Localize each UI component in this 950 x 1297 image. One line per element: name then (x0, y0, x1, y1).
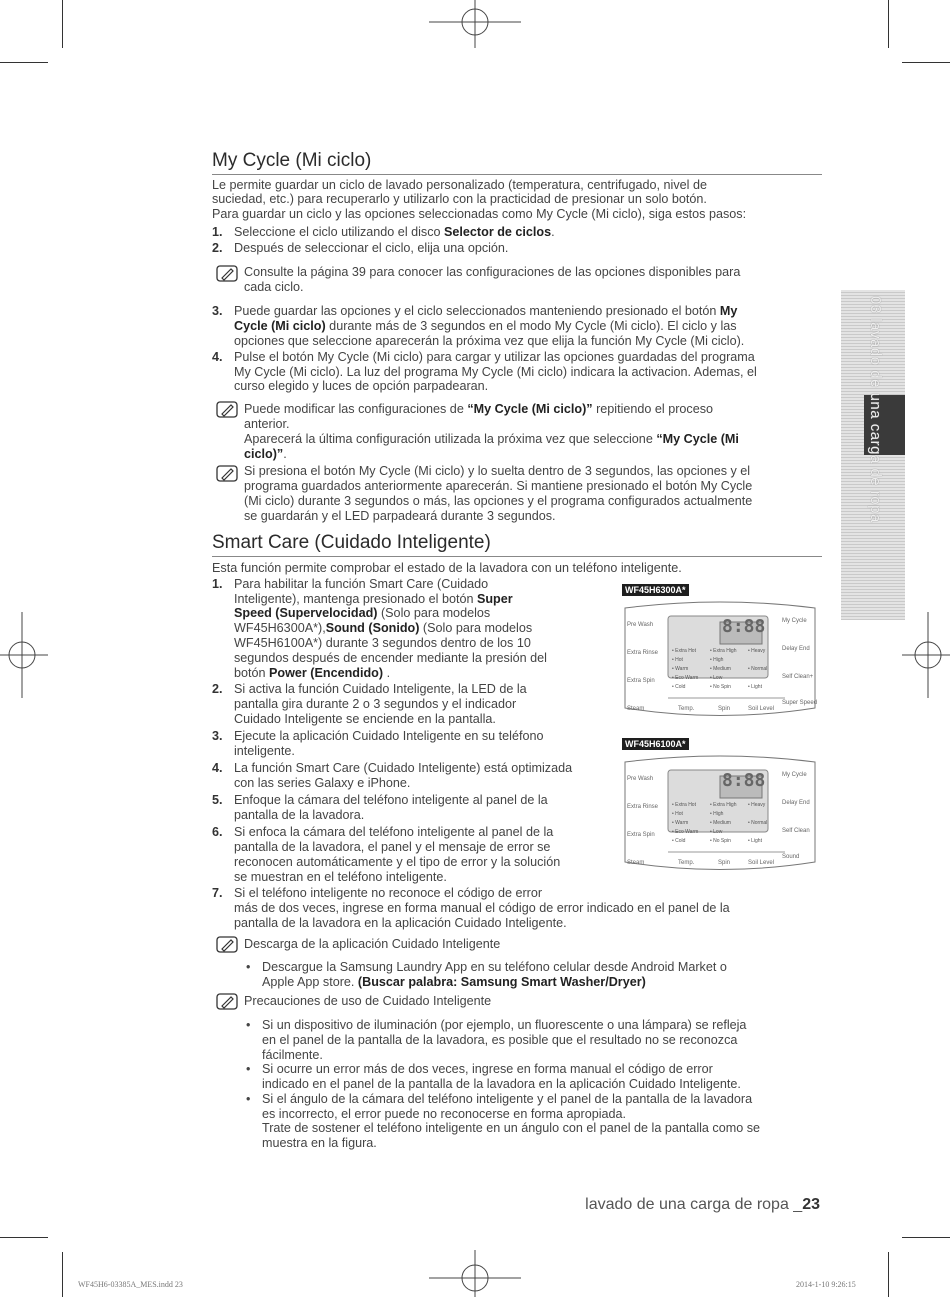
bullet-text: Si el ángulo de la cámara del teléfono inteligente y el panel de la pantalla de la lavadora (262, 1092, 753, 1106)
step-number: 1. (212, 225, 223, 239)
bullet-dot: • (246, 1062, 251, 1076)
step-text: segundos después de encender mediante la presión del (234, 651, 547, 665)
crop-mark-top-right (888, 0, 889, 48)
page-footer: lavado de una carga de ropa _23 (585, 1196, 820, 1213)
panel-bottom-label: Soil Level (748, 860, 775, 866)
intro-line: Esta función permite comprobar el estado de la lavadora con un teléfono inteligente. (212, 561, 682, 575)
step-number: 2. (212, 241, 223, 255)
step-text: Speed (Supervelocidad) (Solo para modelos (234, 606, 491, 620)
step-text: Enfoque la cámara del teléfono inteligente al panel de la (234, 793, 548, 807)
bullet-dot: • (246, 1018, 251, 1032)
note-text: (Mi ciclo) durante 3 segundos o más, las opciones y el programa configurados actualmente (244, 494, 753, 508)
bullet-dot: • (246, 1092, 251, 1106)
step-number: 7. (212, 886, 223, 900)
note-text: Aparecerá la última configuración utilizada la próxima vez que seleccione “My Cycle (Mi (244, 432, 739, 446)
note-text: Puede modificar las configuraciones de “My Cycle (Mi ciclo)” repitiendo el proceso (244, 402, 714, 416)
panel-option-label: • Warm (672, 820, 689, 826)
panel-option-label: • Normal (748, 820, 768, 826)
panel-right-label: Sound (782, 854, 800, 860)
step-text: Cuidado Inteligente se enciende en la pantalla. (234, 712, 496, 726)
step-number: 3. (212, 729, 223, 743)
panel-bottom-label: Spin (718, 860, 731, 866)
panel-option-label: • Cold (672, 838, 686, 844)
file-info: WF45H6-03385A_MES.indd 23 (78, 1280, 183, 1289)
panel-left-label: Extra Rinse (627, 650, 659, 656)
panel-option-label: • Normal (748, 666, 768, 672)
note-pencil-icon (216, 401, 238, 418)
step-text: Si activa la función Cuidado Inteligente, la LED de la (234, 682, 527, 696)
bullet-text: indicado en el panel de la pantalla de la lavadora en la aplicación Cuidado Inteligente. (262, 1077, 741, 1091)
panel-right-label: Delay End (782, 646, 810, 652)
step-number: 1. (212, 577, 223, 591)
step-number: 2. (212, 682, 223, 696)
panel-option-label: • Low (710, 829, 723, 835)
step-number: 5. (212, 793, 223, 807)
panel-left-label: Pre Wash (627, 622, 654, 628)
panel-options-6100 (672, 802, 782, 852)
note-pencil-icon (216, 936, 238, 953)
step-text: pantalla gira durante 2 o 3 segundos y el indicador (234, 697, 517, 711)
panel-left-label: Extra Spin (627, 678, 655, 684)
step-text: La función Smart Care (Cuidado Inteligente) está optimizada (234, 761, 573, 775)
panel-option-label: • No Spin (710, 838, 731, 844)
bullet-text: Apple App store. (Buscar palabra: Samsung Smart Washer/Dryer) (262, 975, 646, 989)
panel-option-label: • Hot (672, 811, 683, 817)
panel-display: 8:88 (722, 770, 766, 791)
section-title-smart-care: Smart Care (Cuidado Inteligente) (212, 532, 822, 557)
step-text: pantalla de la lavadora, el panel y el mensaje de error se (234, 840, 551, 854)
panel-option-label: • Medium (710, 820, 731, 826)
bullet-text: Trate de sostener el teléfono inteligente en un ángulo con el panel de la pantalla como se (262, 1121, 761, 1135)
note-text: Consulte la página 39 para conocer las configuraciones de las opciones disponibles para (244, 265, 741, 279)
step-text: se muestran en el teléfono inteligente. (234, 870, 447, 884)
note-text: programa guardados anteriormente aparecerán. Si mantiene presionado el botón My Cycle (244, 479, 753, 493)
step-text: Seleccione el ciclo utilizando el disco Selector de ciclos. (234, 225, 555, 239)
panel-option-label: • No Spin (710, 684, 731, 690)
crop-mark-bottom-left (62, 1252, 63, 1297)
panel-option-label: • Eco Warm (672, 675, 699, 681)
panel-option-label: • Warm (672, 666, 689, 672)
panel-option-label: • Low (710, 675, 723, 681)
registration-mark-top-icon (425, 0, 525, 50)
panel-options-6300 (672, 648, 782, 698)
panel-bottom-label: Spin (718, 706, 731, 712)
bullet-text: Descargue la Samsung Laundry App en su teléfono celular desde Android Market o (262, 960, 727, 974)
step-text: WF45H6100A*) durante 3 segundos dentro de los 10 (234, 636, 531, 650)
bullet-text: es incorrecto, el error puede no reconocerse en forma apropiada. (262, 1107, 627, 1121)
panel-display: 8:88 (722, 616, 766, 637)
panel-option-label: • High (710, 811, 724, 817)
step-text: Si el teléfono inteligente no reconoce el código de error (234, 886, 543, 900)
step-text: Para habilitar la función Smart Care (Cuidado (234, 577, 489, 591)
panel-bottom-label: Soil Level (748, 706, 775, 712)
step-text: inteligente. (234, 744, 295, 758)
crop-mark-bottom-right (888, 1252, 889, 1297)
bullet-text: Si un dispositivo de iluminación (por ejemplo, un fluorescente o una lámpara) se refleja (262, 1018, 747, 1032)
note-text: cada ciclo. (244, 280, 304, 294)
step-text: My Cycle (Mi ciclo). La luz del programa My Cycle (Mi ciclo) indicara la activacion. Ademas, el (234, 365, 757, 379)
panel-right-label: Self Clean+ (782, 674, 814, 680)
panel-option-label: • High (710, 657, 724, 663)
panel-right-label: My Cycle (782, 772, 807, 778)
step-text: Pulse el botón My Cycle (Mi ciclo) para cargar y utilizar las opciones guardadas del programa (234, 350, 755, 364)
step-text: con las series Galaxy e iPhone. (234, 776, 411, 790)
step-text: Cycle (Mi ciclo) durante más de 3 segundos en el modo My Cycle (Mi ciclo). El ciclo y las (234, 319, 737, 333)
note-text: Si presiona el botón My Cycle (Mi ciclo) y lo suelta dentro de 3 segundos, las opciones y el (244, 464, 751, 478)
intro-line: Le permite guardar un ciclo de lavado personalizado (temperatura, centrifugado, nivel de (212, 178, 707, 192)
panel-option-label: • Light (748, 684, 762, 690)
step-text: reconocen automáticamente y el tipo de error y la solución (234, 855, 561, 869)
step-text: curso elegido y luces de opción parpadearan. (234, 379, 489, 393)
panel-left-label: Extra Rinse (627, 804, 659, 810)
note-pencil-icon (216, 265, 238, 282)
panel-bottom-label: Temp. (678, 860, 695, 866)
bullet-dot: • (246, 960, 251, 974)
step-text: Después de seleccionar el ciclo, elija una opción. (234, 241, 509, 255)
step-text: Si enfoca la cámara del teléfono inteligente al panel de la (234, 825, 554, 839)
intro-line: Para guardar un ciclo y las opciones seleccionadas como My Cycle (Mi ciclo), siga estos pasos: (212, 207, 747, 221)
note-text: se guardarán y el LED parpadeará durante 3 segundos. (244, 509, 556, 523)
crop-mark-top-left (62, 0, 63, 48)
model-badge-6100: WF45H6100A* (622, 738, 689, 750)
panel-option-label: • Medium (710, 666, 731, 672)
registration-mark-left-icon (0, 610, 50, 700)
note-title: Precauciones de uso de Cuidado Inteligente (244, 994, 492, 1008)
print-date: 2014-1-10 9:26:15 (796, 1280, 856, 1289)
note-text: anterior. (244, 417, 290, 431)
crop-mark-bottom-right-h (902, 1237, 950, 1238)
step-number: 6. (212, 825, 223, 839)
step-number: 4. (212, 761, 223, 775)
step-text: pantalla de la lavadora. (234, 808, 365, 822)
step-text: más de dos veces, ingrese en forma manual el código de error indicado en el panel de la (234, 901, 730, 915)
step-text: Puede guardar las opciones y el ciclo seleccionados manteniendo presionado el botón My (234, 304, 738, 318)
registration-mark-bottom-icon (425, 1250, 525, 1297)
panel-option-label: • Heavy (748, 802, 766, 808)
step-text: Ejecute la aplicación Cuidado Inteligente en su teléfono (234, 729, 544, 743)
panel-option-label: • Eco Warm (672, 829, 699, 835)
bullet-text: Si ocurre un error más de dos veces, ingrese en forma manual el código de error (262, 1062, 713, 1076)
note-pencil-icon (216, 465, 238, 482)
panel-right-label: Self Clean (782, 828, 810, 834)
panel-option-label: • Light (748, 838, 762, 844)
panel-left-label: Steam (627, 860, 645, 866)
step-text: Inteligente), mantenga presionado el botón Super (234, 592, 513, 606)
step-text: opciones que seleccione aparecerán la próxima vez que elija la función My Cycle (Mi ciclo). (234, 334, 745, 348)
step-text: botón Power (Encendido) . (234, 666, 391, 680)
panel-option-label: • Hot (672, 657, 683, 663)
intro-line: suciedad, etc.) para recuperarlo y utilizarlo con la practicidad de presionar un solo botón. (212, 192, 707, 206)
chapter-side-tab-label: 03 lavado de una carga de ropa (867, 296, 884, 523)
crop-mark-top-left-h (0, 62, 48, 63)
panel-left-label: Steam (627, 706, 645, 712)
panel-option-label: • Extra High (710, 802, 737, 808)
note-pencil-icon (216, 993, 238, 1010)
panel-left-label: Pre Wash (627, 776, 654, 782)
step-number: 4. (212, 350, 223, 364)
bullet-text: muestra en la figura. (262, 1136, 377, 1150)
panel-option-label: • Extra Hot (672, 648, 696, 654)
section-title-my-cycle: My Cycle (Mi ciclo) (212, 150, 822, 175)
step-text: WF45H6300A*),Sound (Sonido) (Solo para modelos (234, 621, 533, 635)
panel-right-label: Super Speed (782, 700, 818, 706)
panel-option-label: • Extra Hot (672, 802, 696, 808)
step-text: pantalla de la lavadora en la aplicación Cuidado Inteligente. (234, 916, 567, 930)
panel-bottom-label: Temp. (678, 706, 695, 712)
panel-left-label: Extra Spin (627, 832, 655, 838)
panel-option-label: • Extra High (710, 648, 737, 654)
note-text: ciclo)”. (244, 447, 287, 461)
bullet-text: en el panel de la pantalla de la lavadora, es posible que el resultado no se reconozca (262, 1033, 738, 1047)
bullet-text: fácilmente. (262, 1048, 323, 1062)
crop-mark-top-right-h (902, 62, 950, 63)
panel-option-label: • Heavy (748, 648, 766, 654)
panel-right-label: My Cycle (782, 618, 807, 624)
crop-mark-bottom-left-h (0, 1237, 48, 1238)
panel-right-label: Delay End (782, 800, 810, 806)
model-badge-6300: WF45H6300A* (622, 584, 689, 596)
registration-mark-right-icon (900, 610, 950, 700)
step-number: 3. (212, 304, 223, 318)
panel-option-label: • Cold (672, 684, 686, 690)
note-title: Descarga de la aplicación Cuidado Inteligente (244, 937, 501, 951)
